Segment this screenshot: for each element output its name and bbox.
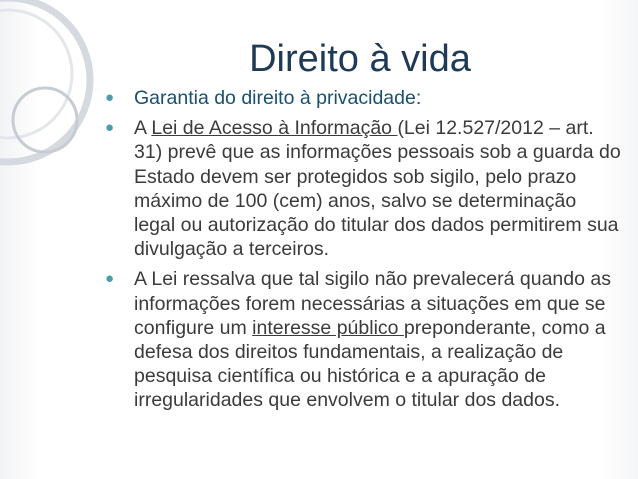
bullet-list	[105, 86, 621, 413]
bullet-item	[105, 116, 621, 261]
decor-ring-small	[13, 88, 77, 152]
bullet-text-rest: preponderante, como a defesa dos direitos fundamentais, a realização de pesquisa científica ou histórica e a apuração de irregularidades que envolvem o titular dos dados.	[134, 316, 606, 412]
bullet-text: Garantia do direito à privacidade:	[134, 87, 422, 109]
bullet-text-prefix: A Lei ressalva que tal sigilo não prevalecerá quando as informações forem necessárias a situações em que se configure um	[134, 268, 611, 339]
bullet-item	[105, 86, 621, 110]
bullet-dot: ●	[105, 270, 115, 288]
law-link[interactable]: Lei de Acesso à Informação	[151, 117, 398, 140]
public-interest-link[interactable]: interesse público	[252, 316, 404, 339]
bullet-dot: ●	[105, 89, 115, 106]
bullet-text-rest: (Lei 12.527/2012 – art. 31) prevê que as informações pessoais sob a guarda do Estado devem ser protegidos sob sigilo, pelo prazo máximo de 100 (cem) anos, salvo se determinação legal ou autorização do titular dos dados permitirem sua divulgação a terceiros.	[134, 117, 621, 261]
bullet-item	[105, 267, 621, 412]
bullet-text-prefix: A	[134, 117, 152, 140]
bullet-dot: ●	[105, 119, 115, 137]
slide-title: Direito à vida	[249, 38, 471, 80]
